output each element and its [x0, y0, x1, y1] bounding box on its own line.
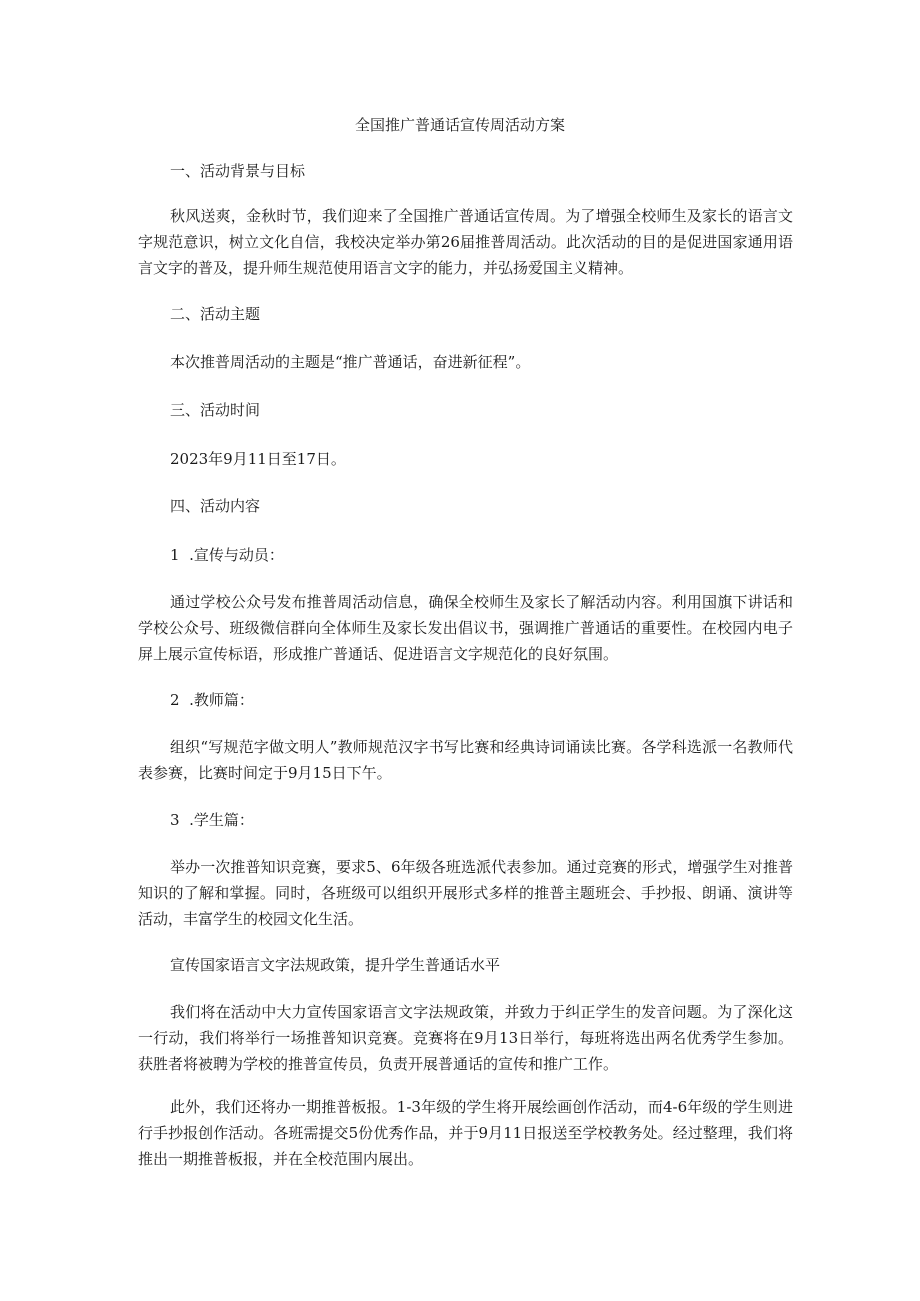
item-heading-teachers: 2 .教师篇：: [170, 691, 254, 709]
item-heading-publicity: 1 .宣传与动员：: [170, 546, 284, 564]
section-heading-time: 三、活动时间: [170, 401, 261, 419]
section-heading-background: 一、活动背景与目标: [170, 162, 306, 180]
item-heading-students: 3 .学生篇：: [170, 811, 254, 829]
paragraph-publicity: 通过学校公众号发布推普周活动信息，确保全校师生及家长了解活动内容。利用国旗下讲话和学校公众号、班级微信群向全体师生及家长发出倡议书，强调推广普通话的重要性。在校园内电子屏上展示宣传标语，形成推广普通话、促进语言文字规范化的良好氛围。: [138, 593, 793, 663]
paragraph-background: 秋风送爽，金秋时节，我们迎来了全国推广普通话宣传周。为了增强全校师生及家长的语言文字规范意识，树立文化自信，我校决定举办第26届推普周活动。此次活动的目的是促进国家通用语言文字的普及，提升师生规范使用语言文字的能力，并弘扬爱国主义精神。: [138, 207, 793, 277]
paragraph-board: 此外，我们还将办一期推普板报。1-3年级的学生将开展绘画创作活动，而4-6年级的学生则进行手抄报创作活动。各班需提交5份优秀作品，并于9月11日报送至学校教务处。经过整理，我们将推出一期推普板报，并在全校范围内展出。: [138, 1098, 793, 1168]
paragraph-theme: 本次推普周活动的主题是“推广普通话，奋进新征程”。: [170, 353, 531, 371]
section-heading-content: 四、活动内容: [170, 497, 261, 515]
paragraph-teachers: 组织“写规范字做文明人”教师规范汉字书写比赛和经典诗词诵读比赛。各学科选派一名教师代表参赛，比赛时间定于9月15日下午。: [138, 738, 793, 782]
paragraph-students: 举办一次推普知识竞赛，要求5、6年级各班选派代表参加。通过竞赛的形式，增强学生对推普知识的了解和掌握。同时，各班级可以组织开展形式多样的推普主题班会、手抄报、朗诵、演讲等活动，丰富学生的校园文化生活。: [138, 858, 793, 928]
paragraph-policy: 我们将在活动中大力宣传国家语言文字法规政策，并致力于纠正学生的发音问题。为了深化这一行动，我们将举行一场推普知识竞赛。竞赛将在9月13日举行，每班将选出两名优秀学生参加。获胜者将被聘为学校的推普宣传员，负责开展普通话的宣传和推广工作。: [138, 1003, 793, 1073]
policy-heading: 宣传国家语言文字法规政策，提升学生普通话水平: [170, 956, 501, 974]
section-heading-theme: 二、活动主题: [170, 305, 261, 323]
document-title: 全国推广普通话宣传周活动方案: [354, 116, 565, 134]
paragraph-time: 2023年9月11日至17日。: [170, 450, 346, 468]
